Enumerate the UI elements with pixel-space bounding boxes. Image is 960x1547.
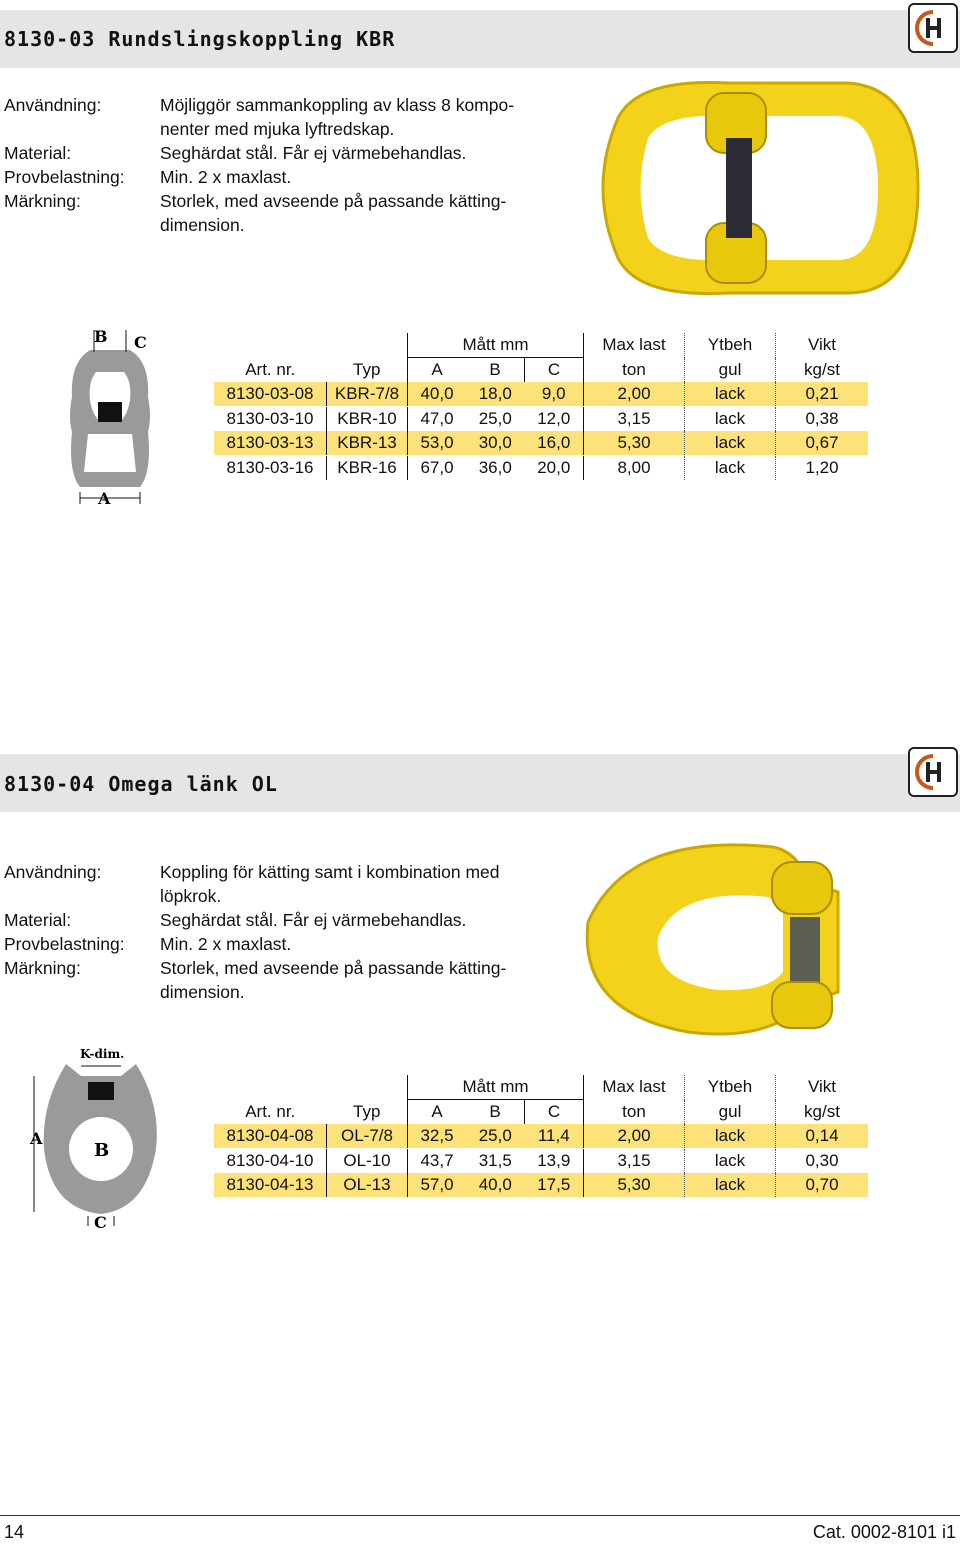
logo-icon (913, 8, 953, 48)
table-cell: 0,67 (776, 431, 869, 455)
column-header: gul (685, 1100, 776, 1125)
column-header: B (466, 358, 525, 383)
spec-value: Seghärdat stål. Får ej värmebehandlas. (160, 143, 467, 163)
table-cell: 5,30 (584, 1173, 685, 1197)
table-cell: lack (685, 382, 776, 406)
table-cell: 0,30 (776, 1149, 869, 1173)
spec-value: Möjliggör sammankoppling av klass 8 kompo-nenter med mjuka lyftredskap. (160, 95, 515, 139)
table-row (214, 1124, 868, 1148)
table-cell: 0,70 (776, 1173, 869, 1197)
column-header: Art. nr. (214, 358, 327, 383)
table-cell: KBR-16 (327, 456, 408, 480)
footer-divider (0, 1515, 960, 1516)
table-row (214, 456, 868, 480)
group-header-dimensions: Mått mm (408, 333, 584, 358)
table-cell: 47,0 (408, 407, 467, 431)
page-number: 14 (4, 1522, 25, 1542)
spec-value: Storlek, med avseende på passande kätting-dimension. (160, 958, 507, 1002)
spec-list (4, 93, 540, 237)
spec-row-marking (4, 956, 540, 1004)
column-header: kg/st (776, 358, 869, 383)
table-row (214, 431, 868, 455)
spec-row-marking (4, 189, 540, 237)
table-cell: OL-7/8 (327, 1124, 408, 1148)
table-cell: 16,0 (525, 431, 584, 455)
group-header-dimensions: Mått mm (408, 1075, 584, 1100)
group-header-maxlast: Max last (584, 333, 685, 358)
spec-label: Provbelastning: (4, 167, 125, 187)
spec-label: Provbelastning: (4, 934, 125, 954)
table-cell: OL-13 (327, 1173, 408, 1197)
column-header: Typ (327, 1100, 408, 1125)
table-cell: 53,0 (408, 431, 467, 455)
table-cell: 0,38 (776, 407, 869, 431)
table-cell: 8130-03-10 (214, 407, 327, 431)
group-header-vikt: Vikt (776, 1075, 869, 1100)
column-header: gul (685, 358, 776, 383)
table-cell: 1,20 (776, 456, 869, 480)
spec-label: Användning: (4, 95, 102, 115)
table-cell: 9,0 (525, 382, 584, 406)
table-cell: 0,21 (776, 382, 869, 406)
column-header: A (408, 358, 467, 383)
table-cell: 17,5 (525, 1173, 584, 1197)
table-cell: 25,0 (466, 407, 525, 431)
spec-row-usage (4, 860, 540, 908)
table-cell: 67,0 (408, 456, 467, 480)
catalog-reference: Cat. 0002-8101 i1 (812, 1522, 956, 1542)
table-cell: 57,0 (408, 1173, 467, 1197)
diagram-label-a: A (30, 1129, 43, 1148)
table-cell: 20,0 (525, 456, 584, 480)
column-header: C (525, 1100, 584, 1125)
table-cell: 13,9 (525, 1149, 584, 1173)
column-header: ton (584, 358, 685, 383)
table-cell: OL-10 (327, 1149, 408, 1173)
logo-icon (913, 752, 953, 792)
column-header: A (408, 1100, 467, 1125)
table-row (214, 407, 868, 431)
group-header-ytbeh: Ytbeh (685, 333, 776, 358)
product-photo-ol (568, 832, 868, 1042)
table-cell: 11,4 (525, 1124, 584, 1148)
table-cell: 2,00 (584, 1124, 685, 1148)
table-cell: KBR-7/8 (327, 382, 408, 406)
spec-row-prooftest (4, 165, 540, 189)
spec-row-prooftest (4, 932, 540, 956)
spec-row-material (4, 141, 540, 165)
table-cell: 8,00 (584, 456, 685, 480)
brand-logo (908, 747, 958, 797)
spec-value: Min. 2 x maxlast. (160, 934, 292, 954)
table-cell: 8130-04-08 (214, 1124, 327, 1148)
table-cell: lack (685, 1173, 776, 1197)
table-cell: 8130-03-08 (214, 382, 327, 406)
product-photo-kbr (578, 68, 928, 308)
table-cell: 31,5 (466, 1149, 525, 1173)
table-cell: 36,0 (466, 456, 525, 480)
brand-logo (908, 3, 958, 53)
column-header: B (466, 1100, 525, 1125)
column-header: ton (584, 1100, 685, 1125)
diagram-label-c: C (134, 333, 147, 352)
diagram-label-c: C (94, 1213, 107, 1229)
table-cell: 32,5 (408, 1124, 467, 1148)
spec-row-material (4, 908, 540, 932)
table-cell: lack (685, 1149, 776, 1173)
spec-value: Koppling för kätting samt i kombination med löpkrok. (160, 862, 500, 906)
table-cell: lack (685, 431, 776, 455)
table-cell: KBR-10 (327, 407, 408, 431)
table-cell: 3,15 (584, 407, 685, 431)
spec-list (4, 860, 540, 1004)
table-cell: lack (685, 407, 776, 431)
diagram-label-a: A (98, 489, 111, 507)
table-row (214, 1149, 868, 1173)
table-cell: 18,0 (466, 382, 525, 406)
spec-table-kbr (214, 333, 868, 480)
table-cell: 8130-03-13 (214, 431, 327, 455)
group-header-maxlast: Max last (584, 1075, 685, 1100)
column-header: C (525, 358, 584, 383)
dimension-diagram-ol (26, 1044, 166, 1229)
group-header-ytbeh: Ytbeh (685, 1075, 776, 1100)
spec-value: Storlek, med avseende på passande kätting-dimension. (160, 191, 507, 235)
spec-label: Märkning: (4, 958, 81, 978)
diagram-label-b: B (94, 1140, 110, 1161)
table-cell: 8130-03-16 (214, 456, 327, 480)
spec-label: Användning: (4, 862, 102, 882)
column-header: Typ (327, 358, 408, 383)
spec-table-ol (214, 1075, 868, 1197)
spec-label: Märkning: (4, 191, 81, 211)
spec-value: Seghärdat stål. Får ej värmebehandlas. (160, 910, 467, 930)
table-cell: 25,0 (466, 1124, 525, 1148)
table-cell: 8130-04-10 (214, 1149, 327, 1173)
spec-label: Material: (4, 143, 72, 163)
group-header-vikt: Vikt (776, 333, 869, 358)
table-row (214, 1173, 868, 1197)
diagram-label-kdim: K-dim. (80, 1047, 125, 1061)
table-cell: 8130-04-13 (214, 1173, 327, 1197)
spec-label: Material: (4, 910, 72, 930)
column-header: kg/st (776, 1100, 869, 1125)
table-cell: 40,0 (408, 382, 467, 406)
table-cell: 40,0 (466, 1173, 525, 1197)
table-cell: 43,7 (408, 1149, 467, 1173)
spec-value: Min. 2 x maxlast. (160, 167, 292, 187)
column-header: Art. nr. (214, 1100, 327, 1125)
table-cell: 12,0 (525, 407, 584, 431)
table-cell: 0,14 (776, 1124, 869, 1148)
dimension-diagram-kbr (60, 322, 160, 507)
table-cell: 30,0 (466, 431, 525, 455)
table-cell: lack (685, 456, 776, 480)
table-row (214, 382, 868, 406)
table-cell: 3,15 (584, 1149, 685, 1173)
table-cell: lack (685, 1124, 776, 1148)
section-title: 8130-04 Omega länk OL (4, 772, 278, 796)
table-cell: 5,30 (584, 431, 685, 455)
section-title: 8130-03 Rundslingskoppling KBR (4, 27, 396, 51)
table-cell: 2,00 (584, 382, 685, 406)
diagram-label-b: B (94, 327, 108, 346)
spec-row-usage (4, 93, 540, 141)
table-cell: KBR-13 (327, 431, 408, 455)
